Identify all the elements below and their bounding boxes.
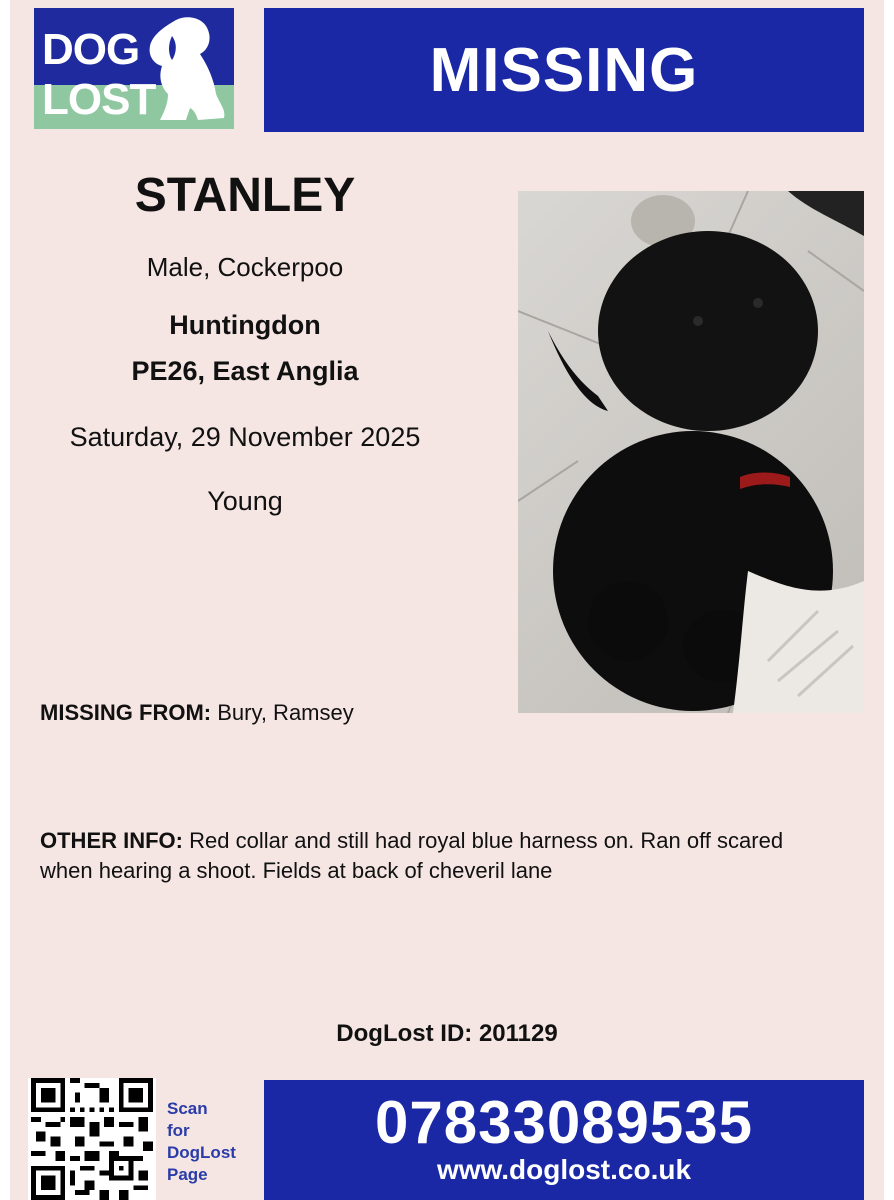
missing-from-line [40,698,840,728]
dog-name: STANLEY [134,169,356,222]
qr-code[interactable] [28,1078,156,1200]
scan-caption [167,1098,257,1186]
doglost-id: DogLost ID: 201129 [336,1020,558,1047]
dog-age: Young [207,486,283,516]
missing-banner [264,8,864,132]
phone-number[interactable]: 07833089535 [374,1089,754,1156]
missing-title: MISSING [429,35,699,105]
scan-line-4: Page [167,1165,208,1184]
dog-silhouette-icon [138,14,228,126]
logo-word-lost: LOST [42,75,156,124]
other-info-label: OTHER INFO: [40,828,183,853]
other-info-value: Red collar and still had royal blue harness on. Ran off scared when hearing a shoot. Fields at back of cheveril lane [40,828,784,883]
other-info-line [40,826,840,886]
contact-banner [264,1080,864,1200]
logo-word-dog: DOG [42,25,140,74]
scan-line-3: DogLost [167,1143,236,1162]
dog-sex-breed: Male, Cockerpoo [146,252,344,282]
missing-date: Saturday, 29 November 2025 [69,422,421,452]
location-area: PE26, East Anglia [131,356,359,386]
location-town: Huntingdon [169,310,321,340]
missing-from-label: MISSING FROM: [40,700,212,725]
scan-line-2: for [167,1121,190,1140]
website-link[interactable]: www.doglost.co.uk [436,1154,692,1185]
doglost-logo [34,8,234,129]
scan-line-1: Scan [167,1099,208,1118]
missing-from-value: Bury, Ramsey [217,700,354,725]
dog-photo [518,191,864,713]
